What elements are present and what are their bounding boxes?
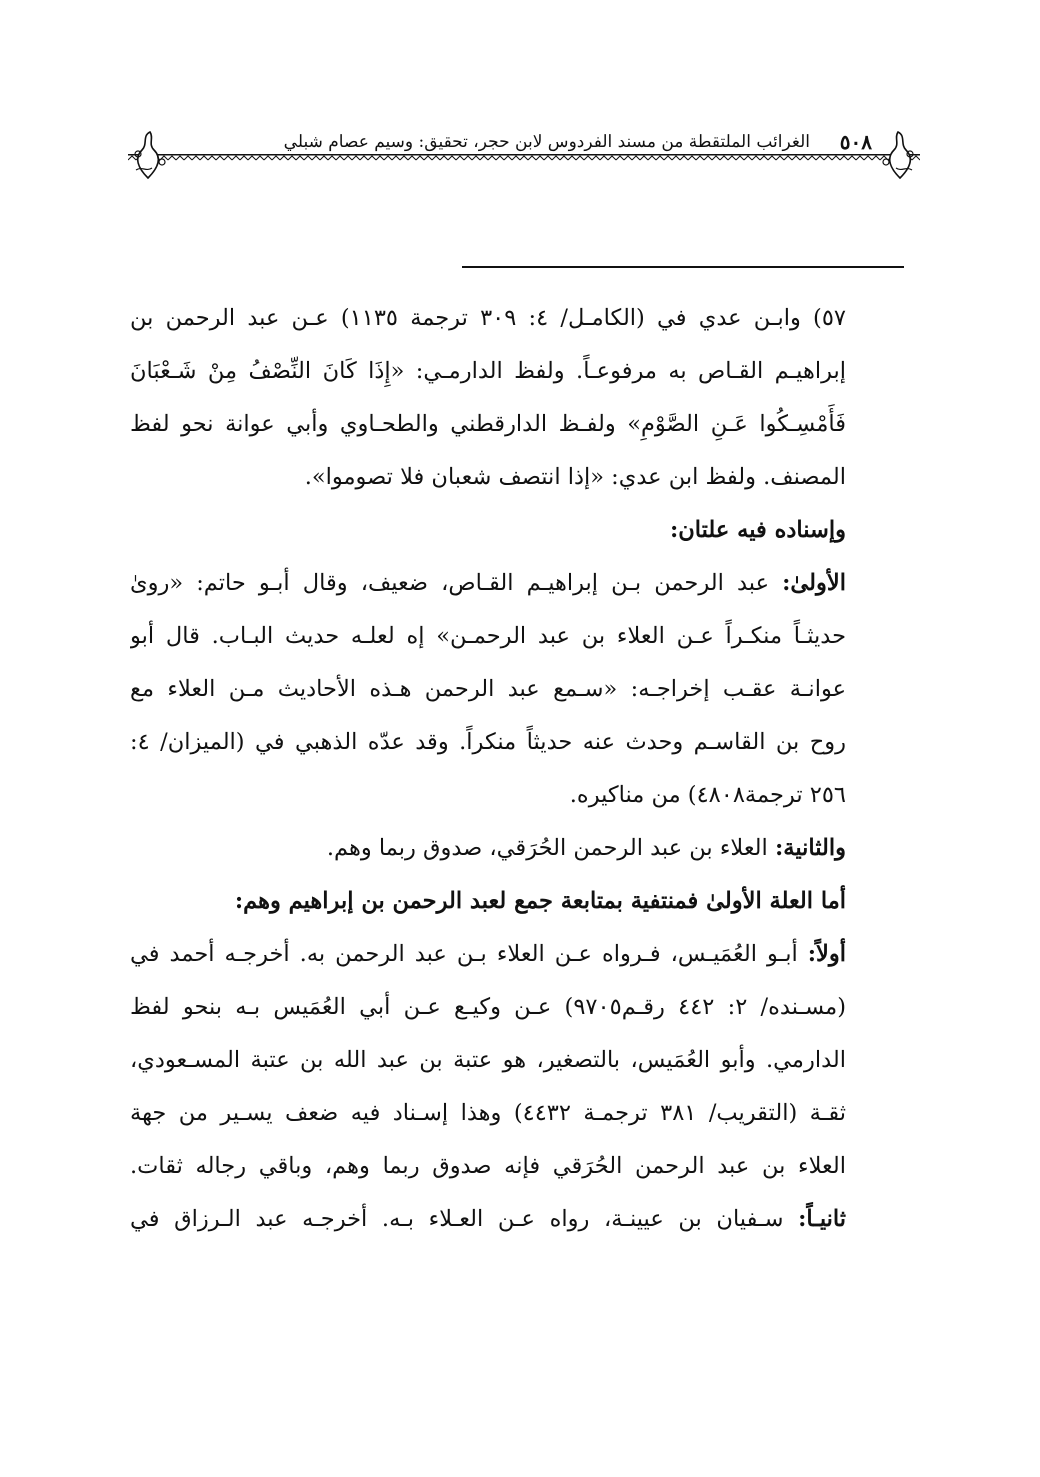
text-line: عوانـة عقـب إخراجـه: «سـمع عبد الرحمن هـذه الأحاديث مـن العلاء مع <box>130 676 846 702</box>
footnote-separator-rule <box>462 266 904 268</box>
running-header-title: الغرائب الملتقطة من مسند الفردوس لابن حجر، تحقيق: وسيم عصام شبلي <box>283 132 810 152</box>
section-lead: أولاً: <box>807 941 846 967</box>
floral-corner-ornament-icon <box>128 128 172 180</box>
text-line: ٢٥٦ ترجمة٤٨٠٨) من مناكيره. <box>569 782 846 808</box>
section-lead: الأولىٰ: <box>782 570 846 596</box>
footnote-body <box>130 292 846 1246</box>
text-line: الأولىٰ: عبد الرحمن بـن إبراهيـم القـاص، ضعيف، وقال أبـو حاتم: «روىٰ <box>130 570 846 596</box>
text-line: أولاً: أبـو العُمَيـس، فـرواه عـن العلاء بـن عبد الرحمن به. أخرجـه أحمد في <box>130 941 846 967</box>
text-line: إبراهيـم القـاص به مرفوعـاً. ولفظ الدارمـي: «إِذَا كَانَ النِّصْفُ مِنْ شَـعْبَانَ <box>130 358 846 384</box>
page-header <box>128 128 920 180</box>
decorative-border-strip <box>128 154 920 162</box>
text-line: العلاء بن عبد الرحمن الحُرَقي فإنه صدوق ربما وهم، وباقي رجاله ثقات. <box>130 1153 846 1179</box>
text-line: ثقـة (التقريب/ ٣٨١ ترجمـة ٤٤٣٢) وهذا إسـناد فيه ضعف يسـير من جهة <box>130 1100 846 1126</box>
section-lead: ثانيـاً: <box>798 1206 846 1232</box>
text-line: الدارمي. وأبو العُمَيس، بالتصغير، هو عتبة بن عبد الله بن عتبة المسـعودي، <box>130 1047 846 1073</box>
text-line: المصنف. ولفظ ابن عدي: «إذا انتصف شعبان فلا تصوموا». <box>304 464 846 490</box>
text-line: حديثـاً منكـراً عـن العلاء بن عبد الرحمـن» إه لعلـه حديث البـاب. قال أبو <box>130 623 846 649</box>
section-lead: والثانية: <box>774 835 846 861</box>
text-line: أما العلة الأولىٰ فمنتفية بمتابعة جمع لعبد الرحمن بن إبراهيم وهم: <box>234 888 846 914</box>
text-line: وإسناده فيه علتان: <box>669 517 846 543</box>
text-line: ٥٧) وابـن عدي في (الكامـل/ ٤: ٣٠٩ ترجمة ١١٣٥) عـن عبد الرحمن بن <box>130 305 846 331</box>
text-line: والثانية: العلاء بن عبد الرحمن الحُرَقي، صدوق ربما وهم. <box>326 835 846 861</box>
text-line: (مسـنده/ ٢: ٤٤٢ رقـم٩٧٠٥) عـن وكيـع عـن أبي العُمَيس بـه بنحو لفظ <box>130 994 846 1020</box>
text-line: فَأَمْسِـكُوا عَـنِ الصَّوْمِ» ولفـظ الدارقطني والطحـاوي وأبي عوانة نحو لفظ <box>130 411 846 437</box>
page-number: ٥٠٨ <box>839 130 872 154</box>
text-line: ثانيـاً: سـفيان بن عيينـة، رواه عـن العـلاء بـه. أخرجـه عبد الـرزاق في <box>130 1206 846 1232</box>
floral-corner-ornament-icon <box>876 128 920 180</box>
text-line: روح بن القاسـم وحدث عنه حديثاً منكراً. وقد عدّه الذهبي في (الميزان/ ٤: <box>130 729 846 755</box>
